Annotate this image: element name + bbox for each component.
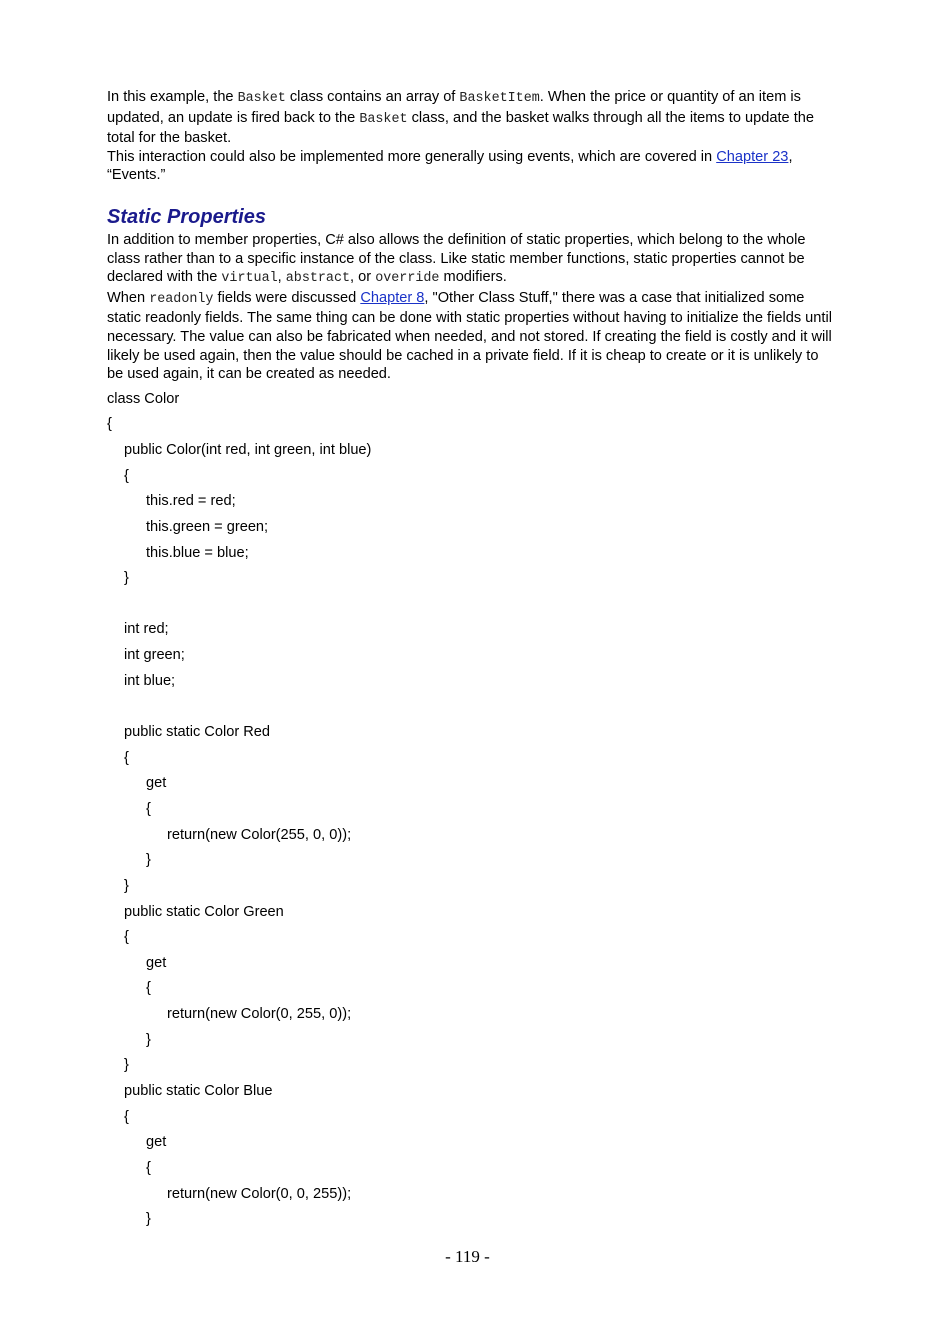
code-line: return(new Color(0, 0, 255)); <box>167 1185 352 1202</box>
inline-code: Basket <box>359 111 408 127</box>
code-line: return(new Color(0, 255, 0)); <box>167 1006 352 1023</box>
code-line: { <box>146 980 151 997</box>
code-line: public Color(int red, int green, int blue) <box>124 442 372 458</box>
text: , or <box>350 269 376 286</box>
events-paragraph <box>107 148 835 185</box>
code-line: this.red = red; <box>146 493 236 510</box>
text: . When the price or quantity of an item is updated, an update is fired back to the <box>107 89 801 126</box>
code-line: return(new Color(255, 0, 0)); <box>167 826 352 843</box>
inline-code: readonly <box>149 291 214 307</box>
code-line: { <box>146 800 151 817</box>
text: In addition to member properties, C# also allows the definition of static properties, which belong to the whole class rather than to a specific instance of the class. Like static member functions, static properties cannot be declared with the <box>107 231 806 286</box>
intro-paragraph <box>107 88 835 148</box>
code-line: int red; <box>124 621 169 638</box>
section-heading: Static Properties <box>107 205 266 228</box>
code-line: } <box>124 1057 129 1074</box>
code-line: } <box>146 1211 151 1228</box>
code-line: int green; <box>124 647 185 664</box>
code-line: { <box>146 1159 151 1176</box>
code-line: this.green = green; <box>146 518 269 535</box>
inline-code: BasketItem <box>459 91 540 106</box>
code-line <box>107 694 835 720</box>
chapter-23-link[interactable]: Chapter 23 <box>716 148 789 165</box>
text: modifiers. <box>439 269 507 286</box>
code-line: { <box>124 1108 129 1125</box>
code-line: public static Color Green <box>124 903 284 920</box>
code-line: get <box>146 1134 167 1151</box>
inline-code: virtual <box>221 271 278 287</box>
code-line: { <box>124 467 129 484</box>
inline-code: override <box>375 271 440 287</box>
code-line: public static Color Blue <box>124 1083 273 1100</box>
code-line: int blue; <box>124 672 176 689</box>
code-line: { <box>124 929 129 946</box>
text: , <box>277 269 286 286</box>
code-line: { <box>107 416 112 433</box>
code-line: get <box>146 775 167 792</box>
text: class, and the basket walks through all the items to update the total for the basket. <box>107 109 814 147</box>
chapter-8-link[interactable]: Chapter 8 <box>360 289 425 306</box>
code-line: this.blue = blue; <box>146 544 249 561</box>
static-properties-paragraph <box>107 231 835 289</box>
code-line: } <box>124 877 129 894</box>
code-line <box>107 592 835 618</box>
text: , "Other Class Stuff," there was a case that initialized some static readonly fields. The same thing can be done with static properties without having to initialize the fields until necessary. The value can also be fabricated when needed, and not stored. If creating the field is costly and it will likely be used again, then the value should be cached in a private field. If it is cheap to create or it is unlikely to be used again, it can be created as needed. <box>107 289 832 383</box>
inline-code: abstract <box>285 271 351 287</box>
code-line: } <box>124 570 129 587</box>
code-line: class Color <box>107 390 180 407</box>
readonly-paragraph <box>107 289 835 384</box>
inline-code: Basket <box>237 91 286 106</box>
code-line: { <box>124 749 129 766</box>
code-line: get <box>146 954 167 971</box>
text: class contains an array of <box>285 89 460 105</box>
page-number: - 119 - <box>445 1247 490 1266</box>
code-line: } <box>146 1031 151 1048</box>
text: fields were discussed <box>213 289 361 306</box>
text: , “Events.” <box>107 148 793 184</box>
code-line: } <box>146 852 151 869</box>
page-content <box>107 88 835 1233</box>
code-listing <box>107 387 835 1233</box>
code-line: public static Color Red <box>124 724 271 741</box>
text: In this example, the <box>107 89 238 105</box>
text: When <box>107 289 150 306</box>
text: This interaction could also be implemented more generally using events, which are covered in <box>107 148 717 165</box>
